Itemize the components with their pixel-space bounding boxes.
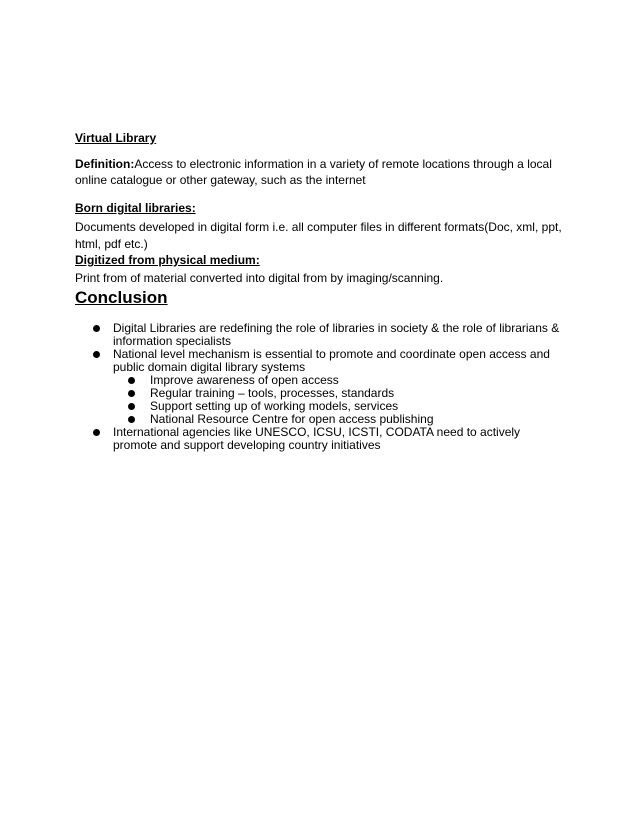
list-item bbox=[93, 348, 563, 426]
virtual-library-heading bbox=[75, 130, 565, 146]
list-item-text: Digital Libraries are redefining the role of libraries in society & the role of librarians & information specialists bbox=[113, 321, 560, 348]
sub-list bbox=[128, 374, 563, 426]
sub-list-item-text: National Resource Centre for open access publishing bbox=[150, 412, 434, 426]
digitized-text: Print from of material converted into digital from by imaging/scanning. bbox=[75, 271, 444, 285]
definition-label: Definition: bbox=[75, 157, 135, 171]
list-item-text: National level mechanism is essential to promote and coordinate open access and public domain digital library systems bbox=[113, 347, 550, 374]
sub-list-item-text: Regular training – tools, processes, standards bbox=[150, 386, 395, 400]
born-digital-title: Born digital libraries: bbox=[75, 201, 196, 215]
list-item bbox=[93, 426, 563, 452]
bullet-icon bbox=[93, 325, 100, 332]
bullet-icon bbox=[128, 416, 135, 423]
sub-list-item-text: Support setting up of working models, services bbox=[150, 399, 399, 413]
list-item bbox=[93, 322, 563, 348]
conclusion-list bbox=[93, 322, 563, 452]
bullet-icon bbox=[93, 429, 100, 436]
list-item-text: International agencies like UNESCO, ICSU, ICSTI, CODATA need to actively promote and support developing country initiatives bbox=[113, 425, 521, 452]
definition-text: Access to electronic information in a variety of remote locations through a local online catalogue or other gateway, such as the internet bbox=[75, 157, 552, 187]
digitized-title: Digitized from physical medium: bbox=[75, 253, 260, 267]
sub-list-item-text: Improve awareness of open access bbox=[150, 373, 339, 387]
bullet-icon bbox=[128, 377, 135, 384]
bullet-icon bbox=[128, 403, 135, 410]
definition-paragraph bbox=[75, 156, 565, 188]
digitized-heading bbox=[75, 252, 565, 268]
virtual-library-title: Virtual Library bbox=[75, 131, 157, 145]
bullet-icon bbox=[93, 351, 100, 358]
conclusion-heading: Conclusion bbox=[75, 288, 168, 307]
born-digital-heading bbox=[75, 200, 565, 216]
bullet-icon bbox=[128, 390, 135, 397]
born-digital-text: Documents developed in digital form i.e. all computer files in different formats(Doc, xml, ppt, html, pdf etc.) bbox=[75, 220, 562, 251]
